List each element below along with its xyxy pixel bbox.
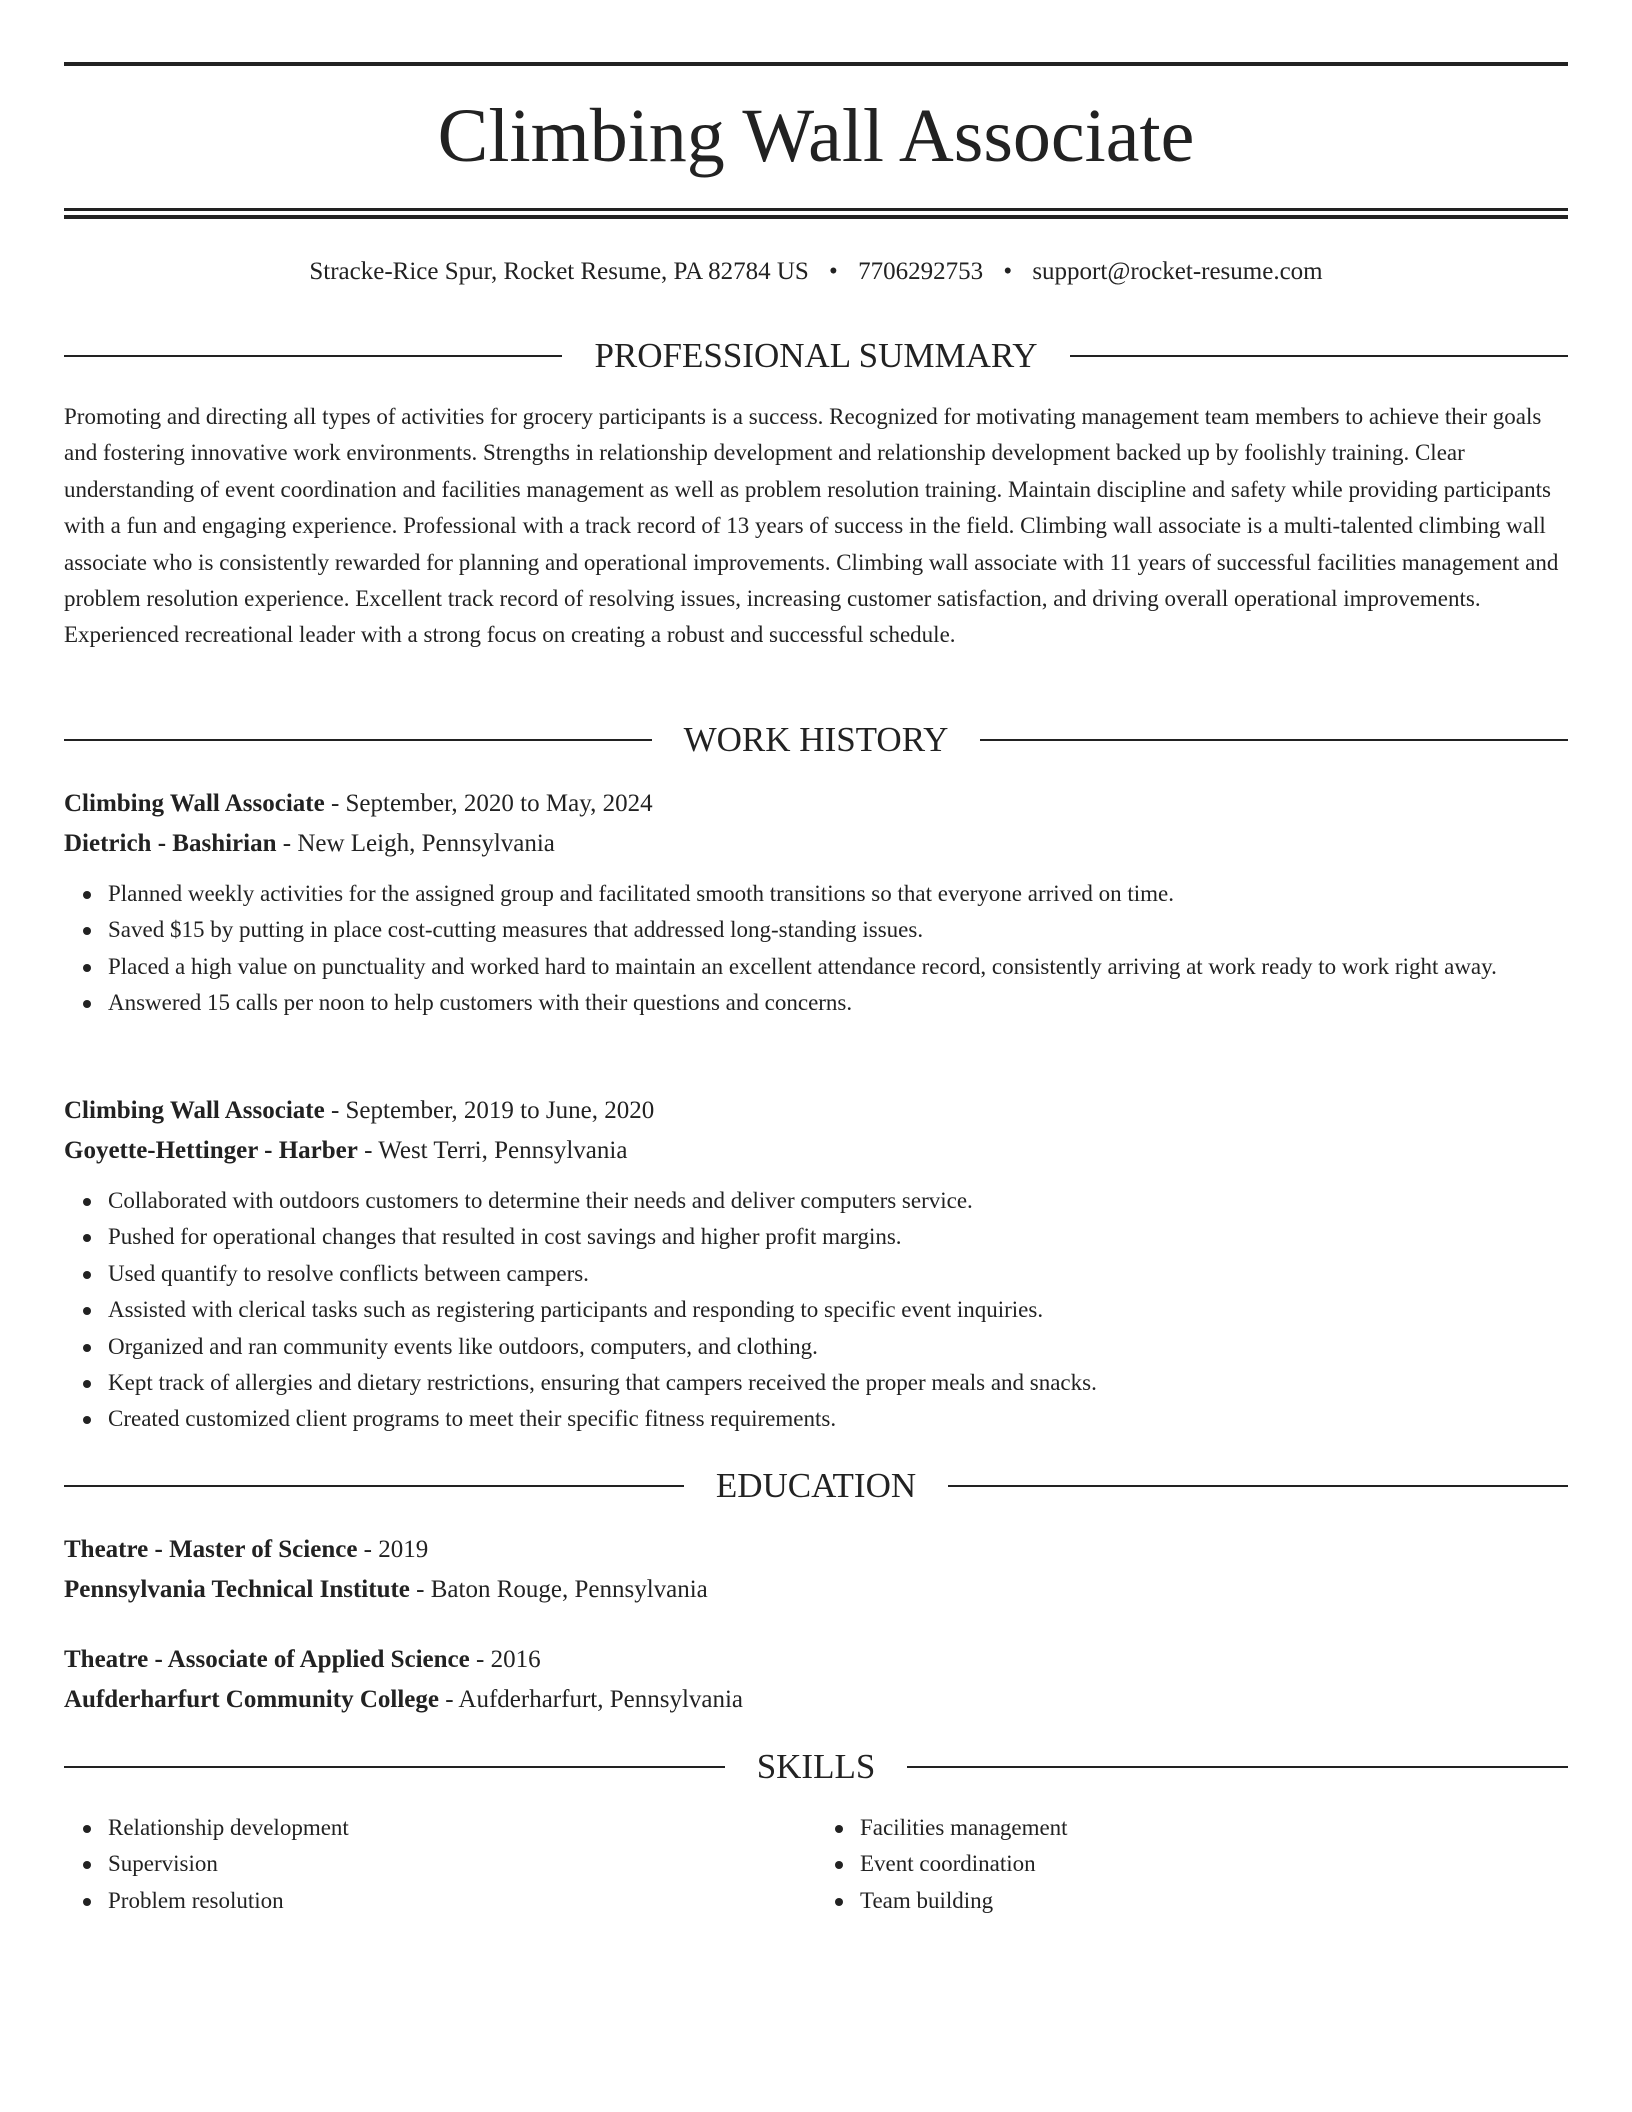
skill-item: Relationship development (108, 1810, 816, 1846)
job-company: Goyette-Hettinger - Harber (64, 1137, 358, 1164)
contact-line (64, 252, 1568, 292)
skills-column-right (816, 1810, 1568, 1919)
education-degree: Theatre - Master of Science (64, 1536, 358, 1563)
header-bottom-rule-2 (64, 215, 1568, 219)
section-rule (64, 355, 562, 357)
job-bullet: Placed a high value on punctuality and worked hard to maintain an excellent attendance record, consistently arriving at work ready to work right away. (108, 949, 1568, 985)
contact-address: Stracke-Rice Spur, Rocket Resume, PA 82784 US (309, 258, 809, 285)
job-bullet: Pushed for operational changes that resulted in cost savings and higher profit margins. (108, 1219, 1568, 1255)
education-degree-line (64, 1640, 1568, 1680)
section-title: WORK HISTORY (683, 720, 949, 759)
skill-item: Facilities management (860, 1810, 1568, 1846)
job-bullet: Planned weekly activities for the assigned group and facilitated smooth transitions so that everyone arrived on time. (108, 876, 1568, 912)
skill-item: Team building (860, 1883, 1568, 1919)
job-bullet: Organized and ran community events like outdoors, computers, and clothing. (108, 1329, 1568, 1365)
job-bullets (64, 1183, 1568, 1438)
education-entry (64, 1640, 1568, 1720)
education-year: - 2016 (469, 1646, 541, 1673)
contact-separator: • (829, 258, 838, 285)
skills-list (64, 1810, 1568, 1919)
job-location: - West Terri, Pennsylvania (357, 1137, 628, 1164)
job-title: Climbing Wall Associate (64, 1097, 325, 1124)
contact-separator: • (1003, 258, 1013, 285)
education-degree: Theatre - Associate of Applied Science (64, 1646, 470, 1673)
education-school: Pennsylvania Technical Institute (64, 1576, 410, 1603)
section-header-education (64, 1464, 1568, 1508)
job-bullet: Created customized client programs to meet their specific fitness requirements. (108, 1401, 1568, 1437)
contact-phone: 7706292753 (858, 258, 984, 285)
job-title-line (64, 1091, 1568, 1131)
skills-column-left (64, 1810, 816, 1919)
section-header-summary (64, 334, 1568, 378)
section-title: PROFESSIONAL SUMMARY (594, 336, 1038, 375)
job-company-line (64, 824, 1568, 864)
education-degree-line (64, 1530, 1568, 1570)
job-dates: - September, 2019 to June, 2020 (324, 1097, 655, 1124)
header-bottom-rule (64, 208, 1568, 211)
education-school-line (64, 1570, 1568, 1610)
section-rule (64, 739, 652, 741)
education-location: - Aufderharfurt, Pennsylvania (438, 1686, 744, 1713)
section-rule (1070, 355, 1568, 357)
header-top-rule (64, 62, 1568, 66)
job-dates: - September, 2020 to May, 2024 (324, 790, 653, 817)
section-title: EDUCATION (715, 1466, 917, 1505)
skill-item: Supervision (108, 1846, 816, 1882)
resume-title: Climbing Wall Associate (437, 94, 1195, 178)
summary-text: Promoting and directing all types of activities for grocery participants is a success. Recognized for motivating management team members to achieve their goals and fostering innovative work environments. Strengths in relationship development and relationship development backed up by foolishly training. Clear understanding of event coordination and facilities management as well as problem resolution training. Maintain discipline and safety while providing participants with a fun and engaging experience. Professional with a track record of 13 years of success in the field. Climbing wall associate is a multi-talented climbing wall associate who is consistently rewarded for planning and operational improvements. Climbing wall associate with 11 years of successful facilities management and problem resolution experience. Excellent track record of resolving issues, increasing customer satisfaction, and driving overall operational improvements. Experienced recreational leader with a strong focus on creating a robust and successful schedule. (64, 404, 1559, 648)
education-school: Aufderharfurt Community College (64, 1686, 439, 1713)
education-school-line (64, 1680, 1568, 1720)
education-entry (64, 1530, 1568, 1610)
job-bullets (64, 876, 1568, 1022)
skill-item: Problem resolution (108, 1883, 816, 1919)
job-title: Climbing Wall Associate (64, 790, 325, 817)
section-rule (64, 1485, 684, 1487)
section-rule (907, 1766, 1568, 1768)
job-bullet: Kept track of allergies and dietary restrictions, ensuring that campers received the proper meals and snacks. (108, 1365, 1568, 1401)
section-header-skills (64, 1745, 1568, 1789)
section-rule (948, 1485, 1568, 1487)
contact-email: support@rocket-resume.com (1032, 258, 1323, 285)
education-year: - 2019 (357, 1536, 429, 1563)
job-entry (64, 784, 1568, 1022)
job-bullet: Saved $15 by putting in place cost-cutting measures that addressed long-standing issues. (108, 912, 1568, 948)
section-title: SKILLS (756, 1747, 876, 1786)
job-company-line (64, 1131, 1568, 1171)
job-bullet: Answered 15 calls per noon to help customers with their questions and concerns. (108, 985, 1568, 1021)
section-rule (64, 1766, 725, 1768)
job-bullet: Collaborated with outdoors customers to determine their needs and deliver computers service. (108, 1183, 1568, 1219)
job-bullet: Used quantify to resolve conflicts between campers. (108, 1256, 1568, 1292)
job-location: - New Leigh, Pennsylvania (276, 830, 555, 857)
job-entry (64, 1091, 1568, 1438)
job-bullet: Assisted with clerical tasks such as registering participants and responding to specific event inquiries. (108, 1292, 1568, 1328)
skill-item: Event coordination (860, 1846, 1568, 1882)
education-location: - Baton Rouge, Pennsylvania (409, 1576, 708, 1603)
section-rule (980, 739, 1568, 741)
section-header-work (64, 718, 1568, 762)
job-company: Dietrich - Bashirian (64, 830, 277, 857)
job-title-line (64, 784, 1568, 824)
